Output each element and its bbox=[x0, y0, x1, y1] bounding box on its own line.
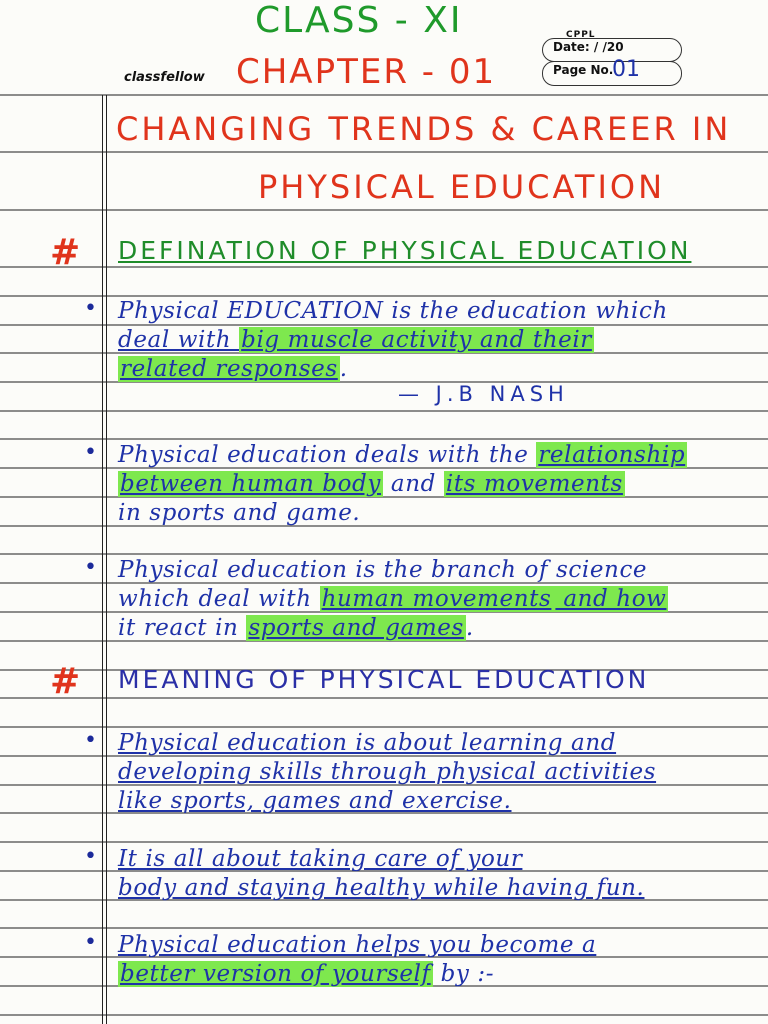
text-line: It is all about taking care of your bbox=[118, 846, 523, 872]
highlight: better version of yourself bbox=[120, 961, 431, 987]
highlight: between human body bbox=[120, 471, 381, 497]
page-number-value: 01 bbox=[612, 57, 640, 82]
text-span: by :- bbox=[432, 961, 495, 987]
text-line bbox=[118, 586, 668, 612]
bullet: • bbox=[84, 555, 97, 580]
section-heading-meaning: MEANING OF PHYSICAL EDUCATION bbox=[118, 665, 650, 694]
text-line: Physical education is the branch of science bbox=[118, 557, 648, 583]
highlight: related responses bbox=[120, 356, 338, 382]
text-line bbox=[118, 356, 348, 382]
highlight: sports and games bbox=[248, 615, 464, 641]
text-span: deal with bbox=[118, 327, 240, 353]
attribution: — J.B NASH bbox=[398, 382, 569, 406]
bullet: • bbox=[84, 296, 97, 321]
page-number-label: Page No. bbox=[553, 63, 614, 77]
bullet: • bbox=[84, 844, 97, 869]
text-line bbox=[118, 961, 494, 987]
date-label: Date: / /20 bbox=[553, 40, 624, 54]
text-line: Physical education helps you become a bbox=[118, 932, 597, 958]
highlight: big muscle activity and their bbox=[241, 327, 592, 353]
text-span: it react in bbox=[118, 615, 247, 641]
hash-marker: # bbox=[50, 661, 81, 702]
chapter-title: CHAPTER - 01 bbox=[236, 52, 497, 92]
text-line: body and staying healthy while having fun. bbox=[118, 875, 645, 901]
class-title: CLASS - XI bbox=[255, 0, 463, 41]
text-line bbox=[118, 442, 687, 468]
text-span: . bbox=[465, 615, 474, 641]
margin-line bbox=[102, 95, 103, 1024]
hash-marker: # bbox=[50, 232, 81, 273]
brand-logo: classfellow bbox=[124, 70, 205, 85]
text-span: Physical education deals with the bbox=[118, 442, 537, 468]
bullet: • bbox=[84, 930, 97, 955]
bullet: • bbox=[84, 728, 97, 753]
section-heading-definition: DEFINATION OF PHYSICAL EDUCATION bbox=[118, 236, 692, 265]
text-line: Physical education is about learning and bbox=[118, 730, 617, 756]
main-title-line-1: CHANGING TRENDS & CAREER IN bbox=[116, 110, 732, 148]
highlight: human movements bbox=[321, 586, 552, 612]
text-line bbox=[118, 327, 594, 353]
highlight: relationship bbox=[538, 442, 686, 468]
margin-line bbox=[106, 95, 107, 1024]
highlight: and how bbox=[555, 586, 667, 612]
text-line: like sports, games and exercise. bbox=[118, 788, 512, 814]
text-span: which deal with bbox=[118, 586, 320, 612]
text-span: . bbox=[339, 356, 348, 382]
bullet: • bbox=[84, 440, 97, 465]
text-span: and bbox=[382, 471, 444, 497]
text-line bbox=[118, 471, 625, 497]
main-title-line-2: PHYSICAL EDUCATION bbox=[258, 168, 666, 206]
text-line: Physical EDUCATION is the education which bbox=[118, 298, 668, 324]
text-line bbox=[118, 615, 474, 641]
cppl-mark: CPPL bbox=[566, 30, 596, 40]
text-line: in sports and game. bbox=[118, 500, 361, 526]
highlight: its movements bbox=[445, 471, 623, 497]
text-line: developing skills through physical activities bbox=[118, 759, 657, 785]
